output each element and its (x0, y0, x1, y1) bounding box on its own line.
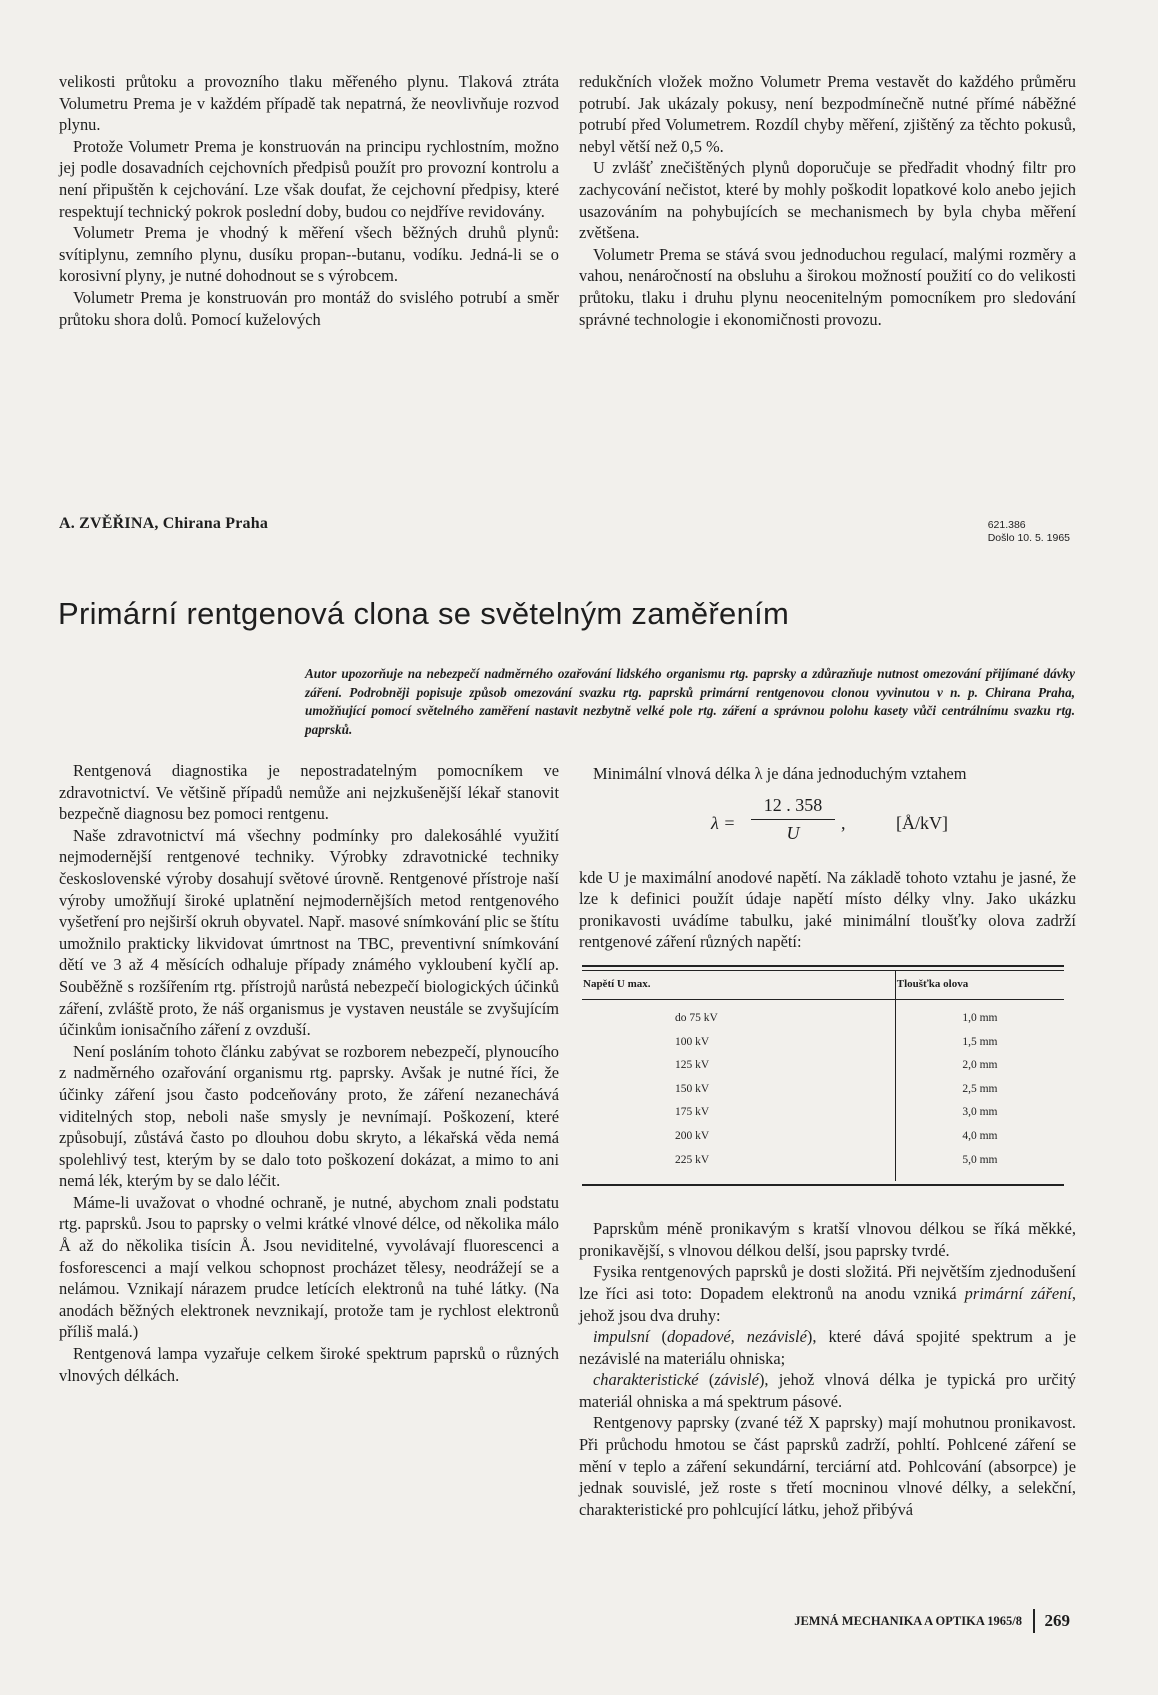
text-run: , jehož jsou dva druhy: (579, 1283, 1076, 1325)
page-footer (794, 1609, 1070, 1633)
cell-voltage: 100 kV (582, 1031, 895, 1055)
paragraph: Rentgenová diagnostika je nepostradatelným pomocníkem ve zdravotnictví. Ve většině případů nemůže ani nejzkušenější lékař stanovit bezpečně diagnosu bez pomoci rentgenu. (59, 761, 559, 824)
formula-lhs: λ = (711, 812, 736, 833)
data-table (582, 970, 1064, 1181)
paragraph: Volumetr Prema je vhodný k měření všech běžných druhů plynů: svítiplynu, zemního plynu, dusíku propan--butanu, vodíku. Jedná-li se o korosivní plyny, je nutné dohodnout se s výrobcem. (59, 223, 559, 286)
emphasis: závislé (714, 1370, 759, 1390)
emphasis: impulsní (593, 1327, 650, 1347)
cell-voltage: 200 kV (582, 1125, 895, 1149)
paragraph: Máme-li uvažovat o vhodné ochraně, je nutné, abychom znali podstatu rtg. paprsků. Jsou to paprsky o velmi krátké vlnové délce, od několika málo Å až do několika tisícin Å. Jsou neviditelné, vyvolávají fluorescenci a fosforescenci a mají velkou schopnost procházet tělesy, neodrážejí se a nelámou. Vznikají nárazem prudce letících elektronů na tuhé látky. (Na anodách běžných elektronek nevznikají, protože tam je rychlost elektronů příliš malá.) (59, 1192, 559, 1342)
paragraph: velikosti průtoku a provozního tlaku měřeného plynu. Tlaková ztráta Volumetru Prema je v každém případě tak nepatrná, že neovlivňuje rozvod plynu. (59, 72, 559, 135)
table-row (582, 999, 1064, 1030)
paragraph: Protože Volumetr Prema je konstruován na principu rychlostním, možno jej podle dosavadních cejchovních předpisů použít pro provozní kontrolu a není připuštěn k cejchování. Lze však doufat, že cejchovní předpisy, které respektují technický pokrok poslední doby, budou co nejdříve revidovány. (59, 136, 559, 221)
text-run: ), které dává spojité spektrum a je nezávislé na materiálu ohniska; (579, 1327, 1077, 1368)
post-table-text (579, 1218, 1076, 1520)
article-title: Primární rentgenová clona se světelným zaměřením (58, 596, 790, 631)
paragraph (579, 1326, 1076, 1369)
text-run: ), jehož vlnová délka je typická pro určitý materiál ohniska a má spektrum pásové. (579, 1370, 1076, 1411)
body-left-column (59, 760, 559, 1386)
paragraph: Volumetr Prema se stává svou jednoduchou regulací, malými rozměry a vahou, nenáročností na obsluhu a širokou možností použití co do velikosti průtoku, tlaku i druhu plynu neocenitelným pomocníkem pro sledování správné technologie i ekonomičnosti provozu. (579, 244, 1076, 329)
page-number: 269 (1044, 1611, 1070, 1630)
cell-thickness: 3,0 mm (962, 1106, 998, 1119)
table-row (582, 1125, 1064, 1149)
cell-voltage: 175 kV (582, 1101, 895, 1125)
udc-code: 621.386 (987, 519, 1026, 531)
text-run: ( (649, 1327, 667, 1347)
cell-voltage: 225 kV (582, 1149, 895, 1182)
column-header-thickness: Tloušťka olova (895, 970, 1064, 999)
paragraph: Minimální vlnová délka λ je dána jednoduchým vztahem (593, 764, 967, 783)
body-right-column (579, 763, 1076, 1520)
paragraph: Není posláním tohoto článku zabývat se rozborem nebezpečí, plynoucího z nadměrného ozařování organismu rtg. paprsky. Avšak je nutné říci, že účinky záření jsou často podceňovány proto, že záření nezanechává viditelných stop, neboli naše smysly je nevnímají. Poškození, které způsobují, zůstává často po dlouhou dobu skryto, a lékařská věda nemá spolehlivý test, kterým by se dalo toto poškození dokázat, a mimo to ani nemá lék, kterým by se dalo léčit. (59, 1041, 559, 1191)
column-header-voltage: Napětí U max. (582, 970, 895, 999)
table-row (582, 1031, 1064, 1055)
cell-thickness: 5,0 mm (962, 1153, 998, 1166)
paragraph (579, 1261, 1076, 1326)
formula-numerator: 12 . 358 (751, 795, 835, 821)
article-abstract: Autor upozorňuje na nebezpečí nadměrného ozařování lidského organismu rtg. paprsky a zdůrazňuje nutnost omezování přijímané dávky záření. Podrobněji popisuje způsob omezování svazku rtg. paprsků primární rentgenovou clonou vyvinutou v n. p. Chirana Praha, umožňující pomocí světelného zaměření nastavit nezbytně velké pole rtg. záření a správnou polohu kasety vůči centrálnímu svazku rtg. paprsků. (305, 666, 1075, 737)
footer-divider (1033, 1609, 1035, 1633)
journal-name: JEMNÁ MECHANIKA A OPTIKA 1965/8 (794, 1613, 1022, 1628)
top-left-column (59, 71, 559, 330)
text-run: ( (698, 1370, 715, 1390)
table-row (582, 1101, 1064, 1125)
paragraph: Paprskům méně pronikavým s kratší vlnovou délkou se říká měkké, pronikavější, s vlnovou délkou delší, jsou paprsky tvrdé. (579, 1219, 1076, 1260)
paragraph: kde U je maximální anodové napětí. Na základě tohoto vztahu je jasné, že lze k definici použít údaje napětí místo délky vlny. Jako ukázku pronikavosti uvádíme tabulku, jaké minimální tloušťky olova zadrží rentgenové záření různých napětí: (579, 867, 1076, 952)
table-row (582, 1078, 1064, 1102)
paragraph: redukčních vložek možno Volumetr Prema vestavět do každého průměru potrubí. Jak ukázaly pokusy, není bezpodmínečně nutné přímé náběžné potrubí před Volumetrem. Rozdíl chyby měření, zjištěný za těchto pokusů, nebyl větší než 0,5 %. (579, 72, 1076, 156)
paragraph: Rentgenovy paprsky (zvané též X paprsky) mají mohutnou pronikavost. Při průchodu hmotou se část paprsků zadrží, pohltí. Pohlcené záření se mění v teplo a záření sekundární, terciární atd. Pohlcování (absorpce) je jednak souvislé, jež roste s třetí mocninou vlnové délky, a selekční, charakteristické pro pohlcující látku, jehož přibývá (579, 1413, 1076, 1519)
wavelength-formula (579, 791, 1076, 859)
received-date: Došlo 10. 5. 1965 (987, 532, 1070, 544)
paragraph: Volumetr Prema je konstruován pro montáž do svislého potrubí a směr průtoku shora dolů. Pomocí kuželových (59, 287, 559, 329)
paragraph: Rentgenová lampa vyzařuje celkem široké spektrum paprsků o různých vlnových délkách. (59, 1344, 559, 1385)
paragraph: Naše zdravotnictví má všechny podmínky pro dalekosáhlé využití nejmodernější rentgenové techniky. Výrobky zdravotnické techniky československé výroby dosahují světové úrovně. Rentgenové přístroje naší výroby umožňují široké uplatnění nejmodernějších metod rentgenového vyšetření pro nejširší okruh obyvatel. Např. masové snímkování plic se štítu umožnilo prakticky likvidovat úmrtnost na TBC, preventivní snímkování dětí ve 3 až 4 měsících odhaluje případy známého vykloubení kyčlí ap. Souběžně s rozšířením rtg. přístrojů narůstá nebezpečí biologických účinků záření, zvláště proto, že náš organismus je vystaven neustále se zvyšujícím účinkům ionisačního záření z ovzduší. (59, 825, 559, 1040)
paragraph (579, 1369, 1076, 1412)
emphasis: charakteristické (593, 1370, 699, 1390)
emphasis: dopadové, nezávislé (666, 1327, 807, 1347)
cell-thickness: 1,0 mm (962, 1011, 998, 1024)
formula-unit: [Å/kV] (896, 812, 948, 833)
paragraph: U zvlášť znečištěných plynů doporučuje se předřadit vhodný filtr pro zachycování nečistot, které by mohly poškodit lopatkové kolo anebo jejich usazováním na pohybujících se mechanismech by byla chyba měření zvětšena. (579, 158, 1076, 243)
formula-comma: , (841, 812, 846, 833)
cell-thickness: 1,5 mm (962, 1035, 998, 1048)
article-classification (988, 519, 1070, 545)
article-author: A. ZVĚŘINA, Chirana Praha (59, 515, 269, 532)
table-row (582, 1149, 1064, 1182)
cell-voltage: do 75 kV (582, 999, 895, 1030)
top-right-column (579, 71, 1076, 330)
formula-denominator: U (786, 823, 800, 844)
lead-thickness-table (582, 965, 1064, 1186)
cell-thickness: 4,0 mm (962, 1129, 998, 1142)
table-header-row (582, 970, 1064, 999)
cell-thickness: 2,5 mm (962, 1082, 998, 1095)
cell-thickness: 2,0 mm (962, 1059, 998, 1072)
formula-fraction (751, 795, 835, 845)
cell-voltage: 125 kV (582, 1054, 895, 1078)
table-row (582, 1054, 1064, 1078)
text-run: Fysika rentgenových paprsků je dosti složitá. Při největším zjednodušení lze říci asi toto: Dopadem elektronů na anodu vzniká (579, 1262, 1076, 1303)
emphasis: primární záření (964, 1283, 1072, 1303)
cell-voltage: 150 kV (582, 1078, 895, 1102)
